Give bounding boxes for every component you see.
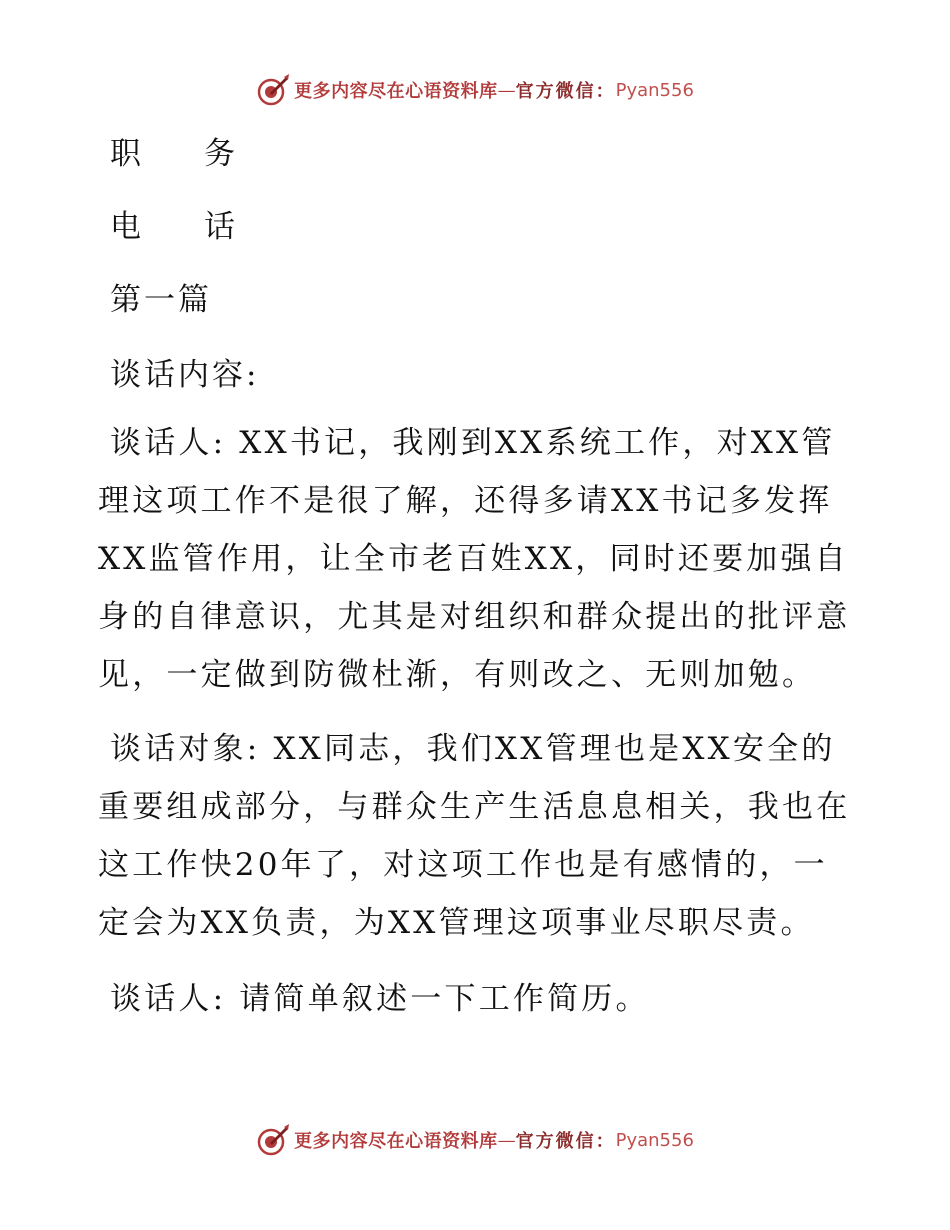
phone-label-b: 话 — [204, 209, 238, 245]
position-label-b: 务 — [204, 136, 238, 172]
banner-wechat-id: Pyan556 — [615, 1129, 694, 1151]
banner-wechat-label: 官方微信： — [515, 81, 616, 102]
paragraph-1: 谈话人: XX书记，我刚到XX系统工作，对XX管理这项工作不是很了解，还得多请XX书记多发挥XX监管作用，让全市老百姓XX，同时还要加强自身的自律意识，尤其是对组织和群众提出的批评意见，一定做到防微杜渐，有则改之、无则加勉。 — [98, 425, 851, 693]
phone-field — [110, 201, 238, 246]
banner-wechat-label: 官方微信： — [515, 1131, 616, 1152]
content-label: 谈话内容: — [110, 357, 260, 393]
pen-logo-icon — [256, 1123, 290, 1157]
header-banner — [0, 70, 950, 110]
banner-brand: 更多内容尽在心语资料库 — [294, 1131, 498, 1152]
banner-wechat-id: Pyan556 — [615, 79, 694, 101]
banner-brand: 更多内容尽在心语资料库 — [294, 81, 498, 102]
pen-logo-icon — [256, 73, 290, 107]
section-title: 第一篇 — [110, 282, 212, 318]
banner-separator: — — [497, 79, 516, 101]
footer-banner — [0, 1120, 950, 1160]
paragraph-3: 谈话人: 请简单叙述一下工作简历。 — [110, 981, 650, 1017]
position-field — [110, 128, 238, 173]
banner-separator: — — [497, 1129, 516, 1151]
paragraph-2: 谈话对象: XX同志，我们XX管理也是XX安全的重要组成部分，与群众生产生活息息相关，我也在这工作快20年了，对这项工作也是有感情的，一定会为XX负责，为XX管理这项事业尽职尽责。 — [98, 731, 851, 941]
phone-label-a: 电 — [110, 209, 144, 245]
position-label-a: 职 — [110, 136, 144, 172]
